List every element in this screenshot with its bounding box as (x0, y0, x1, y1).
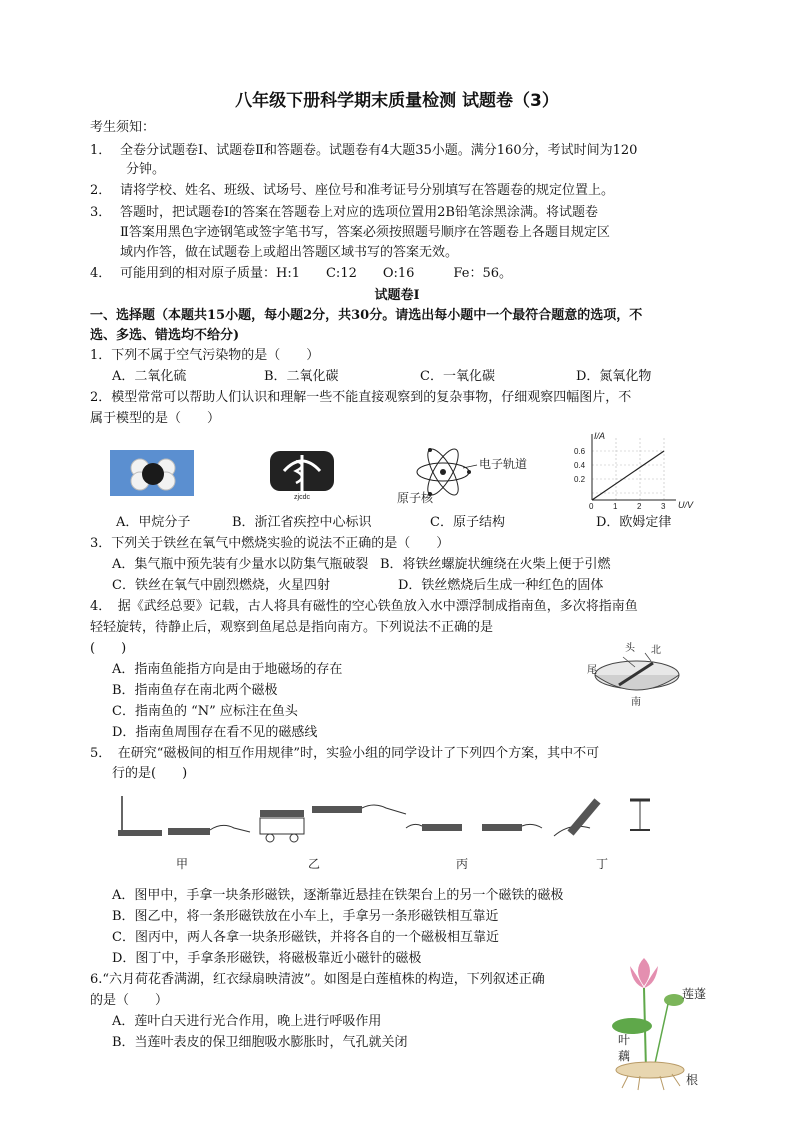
fish-north-label: 北 (651, 645, 661, 656)
compass-fish-image (585, 633, 685, 709)
q6-stem-line-1: 6.“六月荷花香满湖，红衣绿扇映清波”。如图是白莲植株的构造，下列叙述正确 (90, 972, 545, 987)
handheld-magnet-d (567, 798, 600, 835)
fish-south-label: 南 (631, 697, 641, 708)
q2-option-c: C．原子结构 (430, 515, 505, 530)
q4-option-b: B．指南鱼存在南北两个磁极 (112, 683, 278, 698)
methane-molecule-image (110, 450, 194, 496)
magnet-c-left (422, 824, 462, 831)
lotus-leaf (612, 1018, 652, 1034)
q4-option-d: D．指南鱼周围存在看不见的磁感线 (112, 725, 318, 740)
graph-xlabel: U/V (678, 500, 694, 510)
logo-text: zjcdc (294, 494, 310, 501)
q4-option-a: A．指南鱼能指方向是由于地磁场的存在 (112, 662, 343, 677)
lotus-seedpod (664, 994, 684, 1006)
q2-option-a: A．甲烷分子 (116, 515, 191, 530)
toy-cart (260, 818, 304, 834)
q2-option-d: D．欧姆定律 (596, 515, 672, 530)
graph-ylabel: I/A (594, 431, 606, 441)
lotus-rhizome (616, 1062, 684, 1078)
q4-option-c: C．指南鱼的 “N” 应标注在鱼头 (112, 704, 298, 719)
fig-label-ding: 丁 (596, 857, 609, 871)
graph-xtick-1: 1 (613, 502, 618, 510)
q2-option-b: B．浙江省疾控中心标识 (232, 515, 372, 530)
notice-num-3: 3． (90, 205, 112, 220)
notice-3-line-2: Ⅱ答案用黑色字迹钢笔或签字笔书写，答案必须按照题号顺序在答题卷上各题目规定区 (120, 225, 610, 240)
q6-option-b: B．当莲叶表皮的保卫细胞吸水膨胀时，气孔就关闭 (112, 1035, 408, 1050)
graph-ytick-2: 0.4 (574, 461, 586, 470)
graph-ytick-1: 0.6 (574, 447, 586, 456)
lotus-leaf-label: 叶 (618, 1033, 631, 1047)
q5-stem-line-2: 行的是( ) (112, 766, 188, 781)
notice-3-line-3: 域内作答，做在试题卷上或超出答题区域书写的答案无效。 (120, 245, 459, 260)
notice-num-2: 2． (90, 183, 112, 198)
fish-head-label: 头 (625, 643, 635, 654)
q1-option-d: D．氮氧化物 (576, 369, 652, 384)
q1-option-a: A．二氧化硫 (112, 369, 187, 384)
fig-label-jia: 甲 (176, 857, 189, 871)
magnet-c-right (482, 824, 522, 831)
q3-option-b: B．将铁丝螺旋状缠绕在火柴上便于引燃 (380, 557, 611, 572)
q3-option-c: C．铁丝在氧气中剧烈燃烧，火星四射 (112, 578, 330, 593)
notice-heading: 考生须知： (90, 120, 156, 135)
graph-xtick-2: 2 (637, 502, 642, 510)
notice-2-line-1: 请将学校、姓名、班级、试场号、座位号和准考证号分别填写在答题卷的规定位置上。 (120, 183, 615, 198)
atom-structure-image (395, 438, 535, 506)
fig-label-bing: 丙 (456, 857, 469, 871)
q6-option-a: A．莲叶白天进行光合作用，晚上进行呼吸作用 (112, 1014, 382, 1029)
lotus-seedpod-label: 莲蓬 (682, 987, 707, 1001)
q5-option-b: B．图乙中，将一条形磁铁放在小车上，手拿另一条形磁铁相互靠近 (112, 909, 499, 924)
fig-label-yi: 乙 (308, 857, 321, 871)
notice-num-1: 1． (90, 143, 112, 158)
part1-heading-line-2: 选、多选、错选均不给分) (90, 328, 240, 343)
q2-stem-line-1: 2．模型常常可以帮助人们认识和理解一些不能直接观察到的复杂事物，仔细观察四幅图片，不 (90, 390, 632, 405)
q5-option-d: D．图丁中，手拿条形磁铁，将磁极靠近小磁针的磁极 (112, 951, 422, 966)
q5-stem-line-1: 5． 在研究“磁极间的相互作用规律”时，实验小组的同学设计了下列四个方案，其中不可 (90, 746, 600, 761)
handheld-magnet-b (312, 806, 362, 813)
q1-option-c: C．一氧化碳 (420, 369, 495, 384)
hanging-magnet (118, 830, 162, 836)
lotus-root-label: 根 (686, 1073, 699, 1087)
q5-option-a: A．图甲中，手拿一块条形磁铁，逐渐靠近悬挂在铁架台上的另一个磁铁的磁极 (112, 888, 564, 903)
fish-tail-label: 尾 (587, 665, 597, 676)
notice-1-line-2: 分钟。 (126, 162, 166, 177)
cdc-logo-image (266, 447, 338, 501)
section-title: 试题卷Ⅰ (374, 288, 420, 303)
ohms-law-line (592, 451, 664, 500)
notice-num-4: 4． (90, 266, 112, 281)
q3-option-a: A．集气瓶中预先装有少量水以防集气瓶破裂 (112, 557, 369, 572)
q4-stem-line-2: 轻轻旋转，待静止后，观察到鱼尾总是指向南方。下列说法不正确的是 (90, 620, 494, 635)
q3-option-d: D．铁丝燃烧后生成一种红色的固体 (398, 578, 604, 593)
lotus-plant-image (610, 950, 720, 1092)
q4-stem-line-3: ( ) (90, 641, 127, 656)
page-title: 八年级下册科学期末质量检测 试题卷（3） (235, 91, 559, 111)
q4-stem-line-1: 4． 据《武经总要》记载，古人将具有磁性的空心铁鱼放入水中漂浮制成指南鱼，多次将指南鱼 (90, 599, 638, 614)
ohms-law-graph (572, 430, 696, 510)
q1-stem: 1．下列不属于空气污染物的是（ ） (90, 348, 320, 363)
graph-ytick-3: 0.2 (574, 475, 586, 484)
graph-xtick-0: 0 (589, 502, 594, 510)
cart-magnet (260, 810, 304, 817)
q6-stem-line-2: 的是（ ） (90, 993, 169, 1008)
notice-4-line-1: 可能用到的相对原子质量：H:1 C:12 O:16 Fe：56。 (120, 266, 512, 281)
atom-nucleus-label: 原子核 (397, 491, 434, 505)
notice-1-line-1: 全卷分试题卷Ⅰ、试题卷Ⅱ和答题卷。试题卷有4大题35小题。满分160分，考试时间为120 (120, 143, 638, 158)
q5-option-c: C．图丙中，两人各拿一块条形磁铁，并将各自的一个磁极相互靠近 (112, 930, 499, 945)
handheld-magnet-a (168, 828, 210, 835)
atom-orbit-label: 电子轨道 (479, 457, 528, 471)
part1-heading-line-1: 一、选择题（本题共15小题，每小题2分，共30分。请选出每小题中一个最符合题意的选项，不 (90, 308, 643, 323)
q3-stem: 3．下列关于铁丝在氧气中燃烧实验的说法不正确的是（ ） (90, 536, 450, 551)
q2-stem-line-2: 属于模型的是（ ） (90, 411, 221, 426)
lotus-rhizome-label: 藕 (618, 1049, 631, 1063)
q1-option-b: B．二氧化碳 (264, 369, 339, 384)
notice-3-line-1: 答题时，把试题卷Ⅰ的答案在答题卷上对应的选项位置用2B铅笔涂黑涂满。将试题卷 (120, 205, 598, 220)
graph-xtick-3: 3 (661, 502, 666, 510)
magnet-experiments-image (110, 792, 670, 876)
